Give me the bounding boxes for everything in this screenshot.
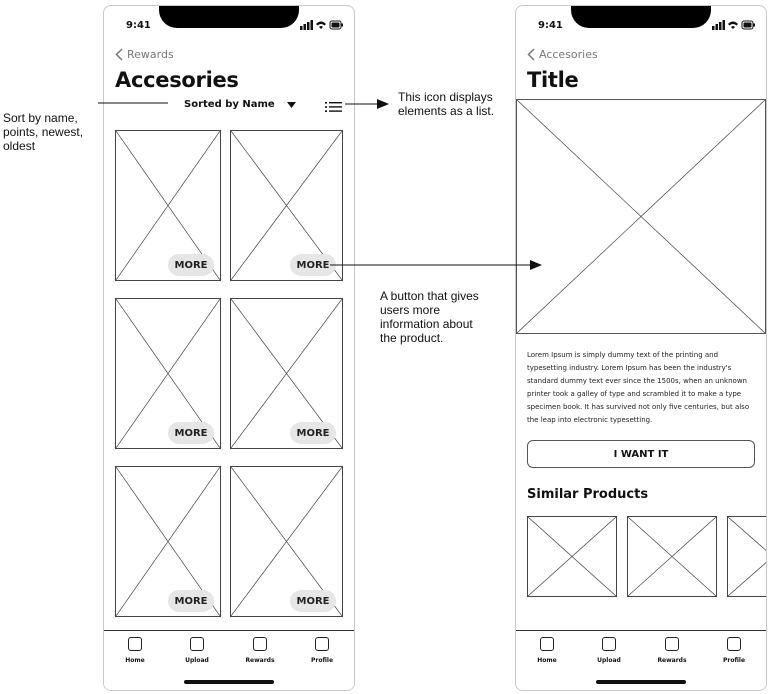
back-label: Accesories	[539, 48, 598, 61]
product-card[interactable]	[230, 130, 343, 281]
annotation-line-sort	[98, 100, 170, 106]
chevron-left-icon	[115, 48, 123, 61]
more-button[interactable]: MORE	[168, 422, 214, 444]
tab-label: Rewards	[657, 657, 687, 664]
status-time: 9:41	[538, 20, 563, 31]
similar-products-heading: Similar Products	[527, 487, 649, 502]
tab-label: Profile	[722, 657, 746, 664]
more-button[interactable]: MORE	[168, 590, 214, 612]
tab-rewards[interactable]	[230, 637, 290, 664]
tab-upload[interactable]	[167, 637, 227, 664]
tab-upload[interactable]	[579, 637, 639, 664]
sort-dropdown[interactable]	[184, 99, 296, 110]
page-title: Title	[527, 68, 579, 92]
product-card[interactable]	[115, 298, 221, 449]
annotation-list-icon: This icon displays elements as a list.	[398, 90, 495, 118]
back-label: Rewards	[127, 48, 174, 61]
product-hero-image	[516, 99, 766, 334]
home-indicator	[596, 680, 686, 684]
profile-icon	[315, 637, 329, 651]
list-view-icon[interactable]	[325, 101, 342, 113]
tab-label: Home	[537, 657, 557, 664]
similar-product-card[interactable]	[627, 516, 717, 597]
similar-product-card[interactable]	[527, 516, 617, 597]
upload-icon	[602, 637, 616, 651]
notch	[159, 6, 299, 28]
more-button[interactable]: MORE	[290, 590, 336, 612]
image-placeholder	[728, 517, 767, 596]
more-button[interactable]: MORE	[290, 422, 336, 444]
tab-home[interactable]	[105, 637, 165, 664]
status-time: 9:41	[126, 20, 151, 31]
product-card[interactable]	[115, 466, 221, 617]
tab-bar	[104, 630, 354, 691]
status-icons	[300, 19, 344, 31]
tab-profile[interactable]	[292, 637, 352, 664]
image-placeholder	[528, 517, 616, 596]
chevron-left-icon	[527, 48, 535, 61]
sort-label: Sorted by Name	[184, 99, 275, 110]
phone-screen-detail	[515, 5, 767, 691]
annotation-arrow-more	[330, 259, 544, 271]
similar-product-card[interactable]	[727, 516, 767, 597]
phone-screen-list	[103, 5, 355, 691]
home-indicator	[184, 680, 274, 684]
tab-profile[interactable]	[704, 637, 764, 664]
back-button[interactable]	[115, 48, 174, 61]
notch	[571, 6, 711, 28]
i-want-it-button[interactable]: I WANT IT	[527, 440, 755, 468]
more-button[interactable]: MORE	[290, 254, 336, 276]
status-icons	[712, 19, 756, 31]
image-placeholder	[517, 100, 765, 333]
product-card[interactable]	[230, 298, 343, 449]
tab-label: Profile	[310, 657, 334, 664]
tab-bar	[516, 630, 766, 691]
tab-home[interactable]	[517, 637, 577, 664]
product-description: Lorem Ipsum is simply dummy text of the printing and typesetting industry. Lorem Ipsum has been the industry's standard dummy text ever since the 1500s, when an unknown printer took a galley of type and scrambled it to make a type specimen book. It has survived not only five centuries, but also the leap into electronic typesetting.	[527, 351, 750, 424]
annotation-sort: Sort by name, points, newest, oldest	[3, 111, 84, 153]
image-placeholder	[628, 517, 716, 596]
annotation-arrow-list-icon	[345, 98, 391, 110]
product-card[interactable]	[115, 130, 221, 281]
tab-label: Home	[125, 657, 145, 664]
upload-icon	[190, 637, 204, 651]
tab-label: Rewards	[245, 657, 275, 664]
home-icon	[128, 637, 142, 651]
product-card[interactable]	[230, 466, 343, 617]
more-button[interactable]: MORE	[168, 254, 214, 276]
profile-icon	[727, 637, 741, 651]
caret-down-icon	[287, 102, 296, 108]
tab-label: Upload	[185, 657, 209, 664]
home-icon	[540, 637, 554, 651]
rewards-icon	[253, 637, 267, 651]
tab-label: Upload	[597, 657, 621, 664]
annotation-more-button: A button that gives users more information about the product.	[380, 289, 479, 345]
rewards-icon	[665, 637, 679, 651]
page-title: Accesories	[115, 68, 239, 92]
back-button[interactable]	[527, 48, 598, 61]
tab-rewards[interactable]	[642, 637, 702, 664]
